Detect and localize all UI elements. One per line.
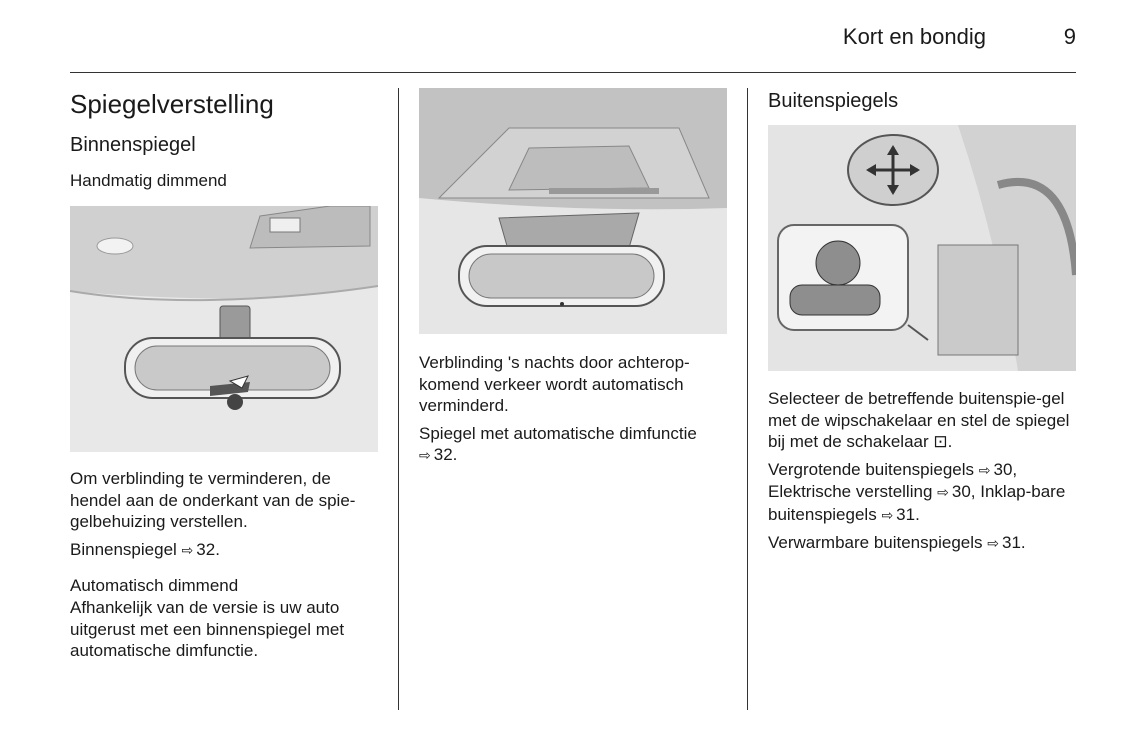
reference-heated-mirrors [768, 532, 1078, 555]
column-divider [398, 88, 399, 710]
ref-page[interactable]: 32. [196, 539, 220, 559]
ref-page[interactable]: 30, [951, 482, 976, 501]
page-header [70, 20, 1076, 73]
topic-heading-manual: Handmatig dimmend [70, 171, 227, 190]
figure-auto-mirror [419, 88, 727, 334]
ref-page[interactable]: 31. [1001, 533, 1026, 552]
exterior-mirror-illustration [768, 125, 1076, 371]
chapter-title: Kort en bondig [842, 24, 986, 49]
paragraph-auto-dimming: Verblinding 's nachts door achterop-komend verkeer wordt automatisch verminderd. [419, 353, 690, 415]
ref-page[interactable]: 30, [993, 459, 1018, 479]
select-mirror-text: Selecteer de betreffende buitenspie-gel met de wipschakelaar en stel de spiegel bij met de schakelaar [768, 389, 1070, 451]
paragraph-auto: Afhankelijk van de versie is uw auto uitgerust met een binnenspiegel met automatische dimfunctie. [70, 598, 345, 660]
ref-label: Verwarmbare buitenspiegels [768, 533, 983, 552]
reference-arrow-icon: ⇨ [181, 541, 194, 558]
column-left [70, 88, 380, 192]
ref-label: Spiegel met automatische dimfunctie [419, 423, 697, 443]
subsection-heading: Binnenspiegel [70, 134, 196, 156]
section-heading: Spiegelverstelling [70, 89, 274, 119]
column-right-text [768, 388, 1078, 555]
reference-arrow-icon: ⇨ [419, 447, 431, 463]
column-divider [747, 88, 748, 710]
page-number: 9 [1063, 24, 1076, 49]
ref-label: Binnenspiegel [70, 539, 177, 559]
reference-arrow-icon: ⇨ [978, 461, 991, 478]
topic-heading-auto: Automatisch dimmend [70, 576, 239, 595]
ref-label: Elektrische verstelling [768, 482, 933, 501]
ref-page[interactable]: 32. [433, 445, 458, 464]
reference-arrow-icon: ⇨ [937, 484, 949, 500]
reference-arrow-icon: ⇨ [881, 506, 894, 523]
column-right [768, 88, 1078, 114]
section-heading-exterior: Buitenspiegels [768, 90, 899, 112]
references-exterior [768, 459, 1078, 527]
joystick-icon: ⊡. [933, 432, 953, 451]
ref-label: Inklap-bare buitenspiegels [768, 482, 1066, 524]
reference-auto-dimming [419, 423, 729, 467]
paragraph-select-mirror [768, 388, 1078, 453]
figure-manual-mirror [70, 206, 378, 452]
figure-exterior-mirror [768, 125, 1076, 371]
auto-mirror-illustration [419, 88, 727, 334]
ref-page[interactable]: 31. [896, 504, 920, 524]
reference-arrow-icon: ⇨ [987, 535, 999, 551]
paragraph-manual: Om verblinding te verminderen, de hendel aan de onderkant van de spie-gelbehuizing verstellen. [70, 469, 356, 531]
reference-interior-mirror [70, 539, 380, 562]
column-left-text [70, 468, 380, 662]
column-middle-text [419, 352, 729, 467]
ref-label: Vergrotende buitenspiegels [768, 459, 975, 479]
manual-mirror-illustration [70, 206, 378, 452]
